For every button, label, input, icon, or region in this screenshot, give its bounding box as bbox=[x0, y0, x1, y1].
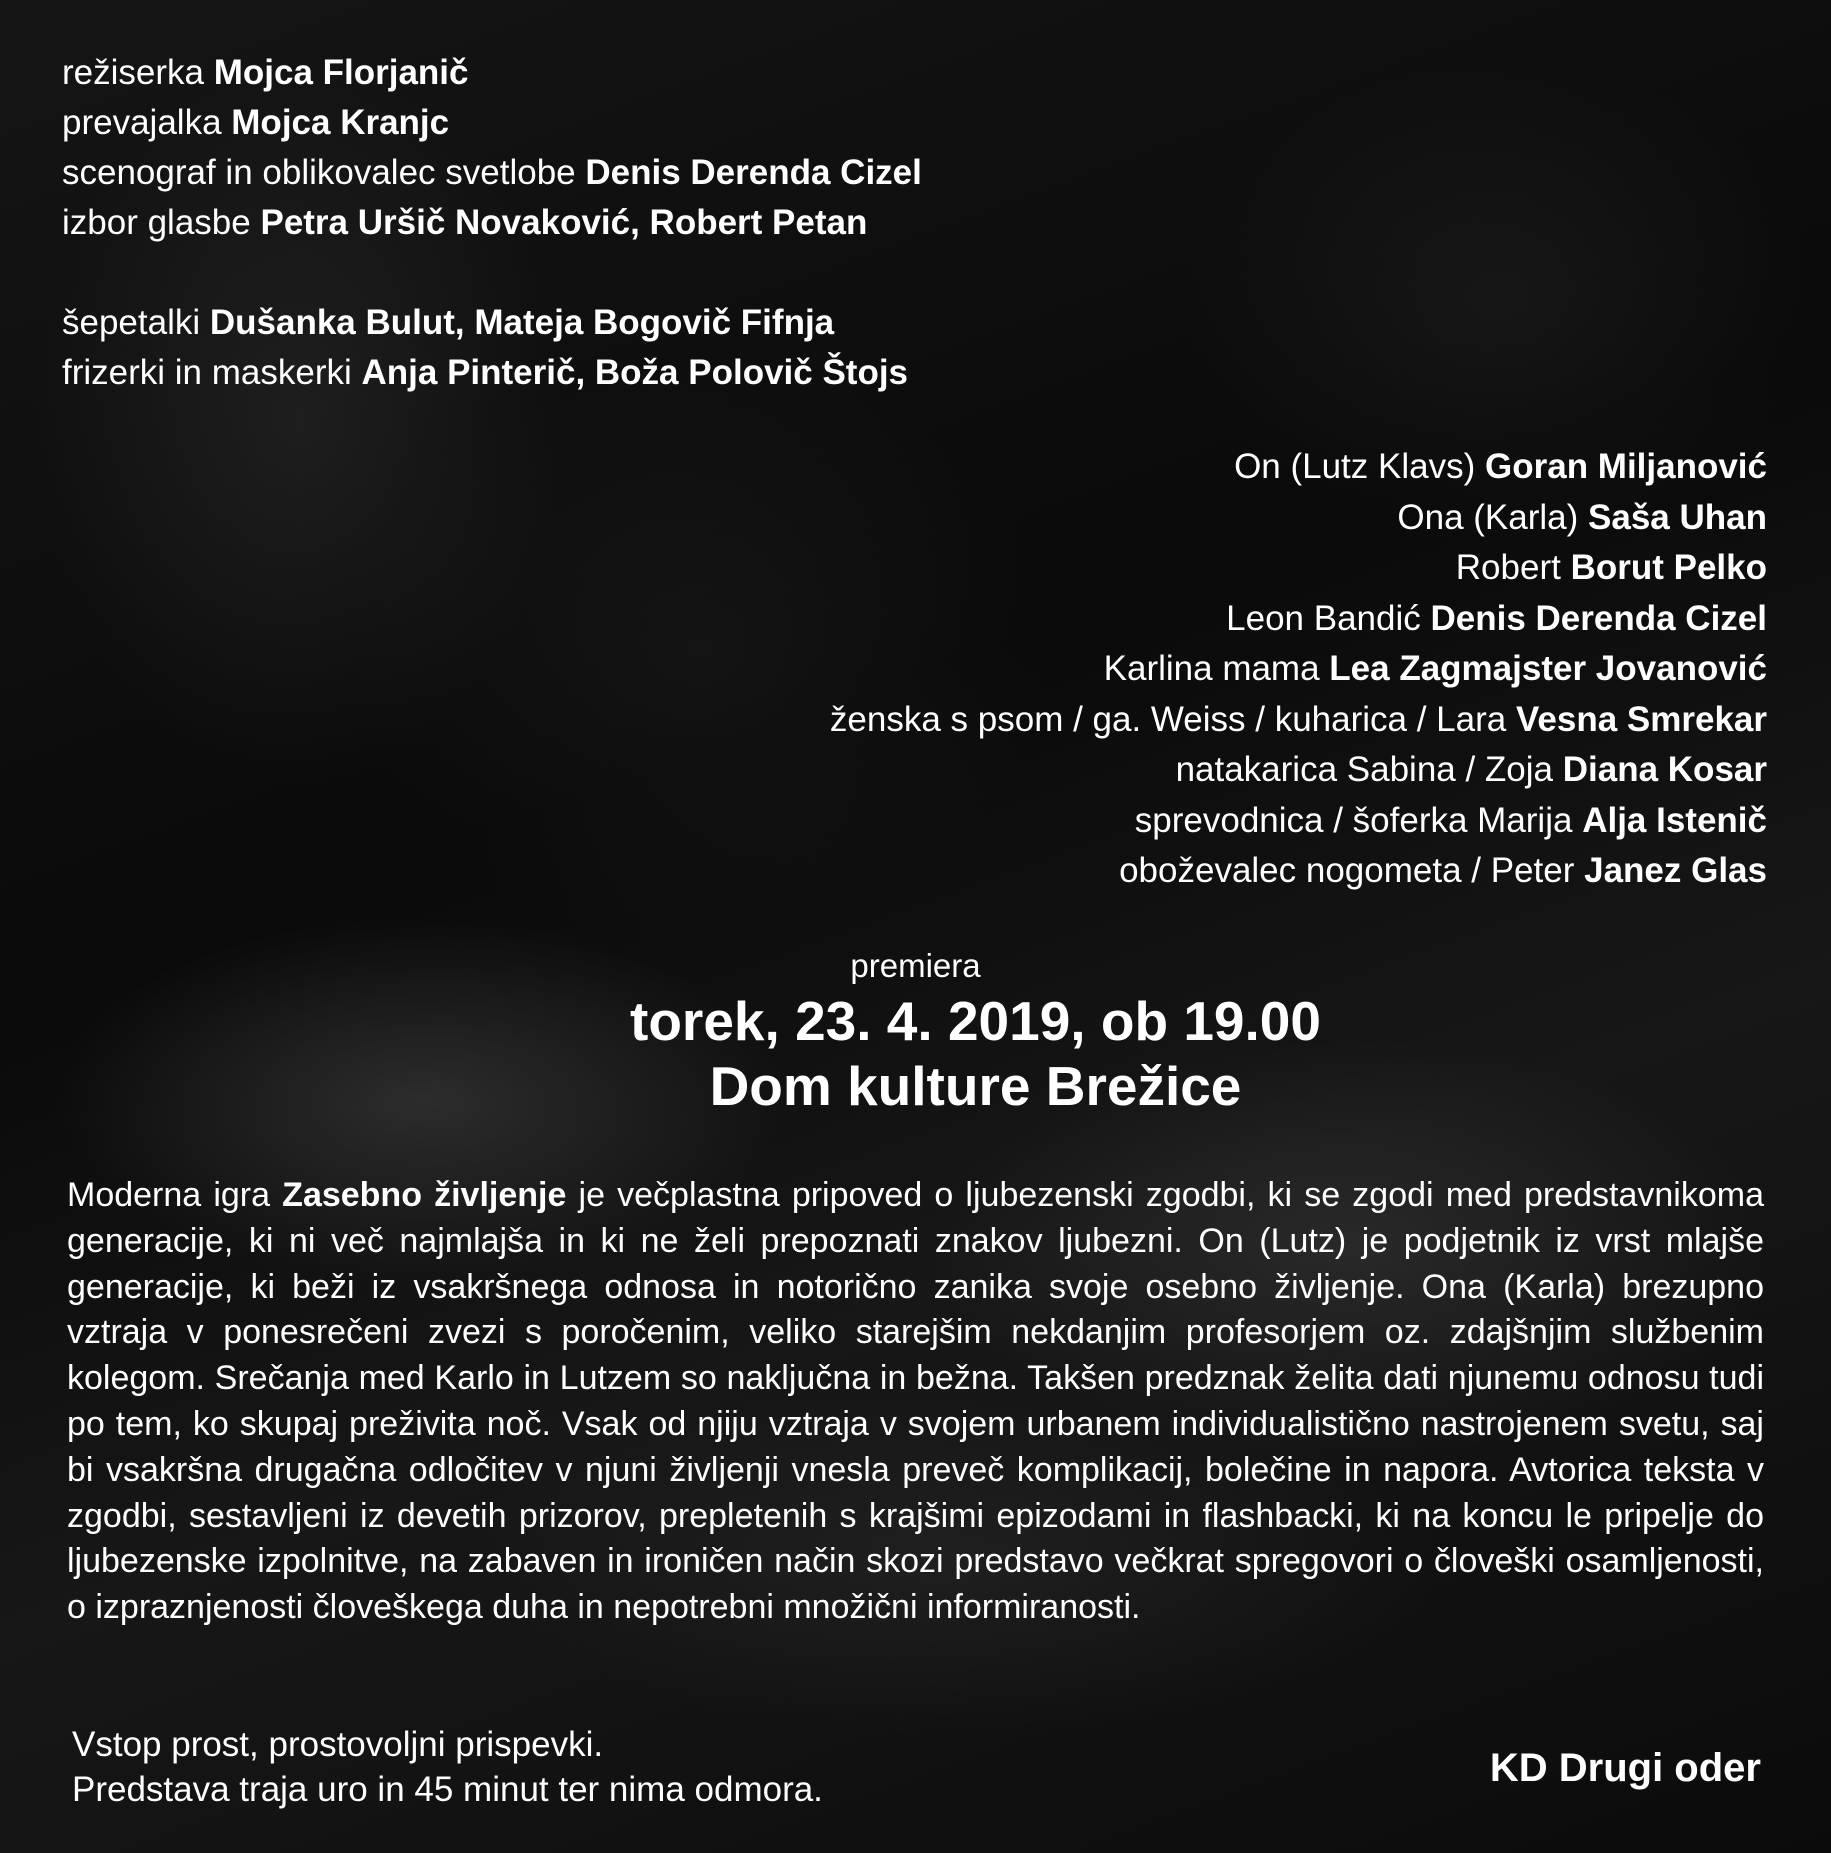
cast-line bbox=[830, 442, 1767, 493]
company-name: KD Drugi oder bbox=[1489, 1746, 1761, 1790]
credit-line bbox=[62, 48, 922, 98]
cast-actor: Saša Uhan bbox=[1588, 497, 1767, 537]
cast-line bbox=[830, 594, 1767, 645]
cast-line bbox=[830, 644, 1767, 695]
admission-info bbox=[72, 1722, 823, 1812]
cast-actor: Diana Kosar bbox=[1562, 750, 1767, 789]
cast-actor: Borut Pelko bbox=[1570, 548, 1767, 587]
credit-line bbox=[62, 148, 922, 198]
credit-name: Denis Derenda Cizel bbox=[585, 153, 922, 192]
cast-line bbox=[830, 543, 1767, 594]
cast-list bbox=[830, 442, 1767, 897]
cast-role: ženska s psom / ga. Weiss / kuharica / Lara bbox=[829, 699, 1507, 739]
cast-actor: Lea Zagmajster Jovanović bbox=[1329, 649, 1767, 688]
credit-role: prevajalka bbox=[62, 103, 222, 142]
cast-line bbox=[830, 796, 1767, 847]
cast-line bbox=[830, 493, 1767, 544]
cast-line bbox=[830, 695, 1767, 746]
credit-role: scenograf in oblikovalec svetlobe bbox=[62, 153, 576, 192]
cast-role: sprevodnica / šoferka Marija bbox=[1134, 800, 1573, 840]
cast-role: oboževalec nogometa / Peter bbox=[1119, 851, 1575, 890]
description-intro: Moderna igra bbox=[67, 1176, 283, 1214]
play-title: Zasebno življenje bbox=[282, 1176, 567, 1214]
credit-name: Petra Uršič Novaković, Robert Petan bbox=[260, 203, 868, 242]
cast-line bbox=[830, 846, 1767, 897]
cast-line bbox=[830, 745, 1767, 796]
credit-name: Anja Pinterič, Boža Polovič Štojs bbox=[361, 353, 909, 392]
premiere-label: premiera bbox=[850, 947, 981, 984]
credit-line bbox=[62, 98, 922, 148]
credit-role: izbor glasbe bbox=[62, 203, 251, 242]
spacer bbox=[62, 248, 922, 298]
duration-line: Predstava traja uro in 45 minut ter nima odmora. bbox=[72, 1770, 823, 1809]
cast-actor: Janez Glas bbox=[1584, 851, 1767, 890]
credit-name: Dušanka Bulut, Mateja Bogovič Fifnja bbox=[209, 303, 835, 342]
premiere-venue: Dom kulture Brežice bbox=[709, 1055, 1242, 1117]
credit-line bbox=[62, 298, 922, 348]
description-body: je večplastna pripoved o ljubezenski zgodbi, ki se zgodi med predstavnikoma generacije, ki ni več najmlajša in ki ne želi prepoznati znakov ljubezni. On (Lutz) je podjetnik iz vrst mlajše generacije, ki beži iz vsakršnega odnosa in notorično zanika svoje osebno življenje. Ona (Karla) brezupno vztraja v ponesrečeni zvezi s poročenim, veliko starejšim nekdanjim profesorjem oz. zdajšnjim službenim kolegom. Srečanja med Karlo in Lutzem so naključna in bežna. Takšen predznak želita dati njunemu odnosu tudi po tem, ko skupaj preživita noč. Vsak od njiju vztraja v svojem urbanem individualistično nastrojenem svetu, saj bi vsakršna drugačna odločitev v njuni življenji vnesla preveč komplikacij, bolečine in napora. Avtorica teksta v zgodbi, sestavljeni iz devetih prizorov, prepletenih s krajšimi epizodami in flashbacki, ki na koncu le pripelje do ljubezenske izpolnitve, na zabaven in ironičen način skozi predstavo večkrat spregovori o človeški osamljenosti, o izpraznjenosti človeškega duha in nepotrebni množični informiranosti. bbox=[67, 1176, 1765, 1627]
credit-role: šepetalki bbox=[62, 303, 201, 342]
cast-role: Leon Bandić bbox=[1226, 598, 1421, 638]
cast-actor: Denis Derenda Cizel bbox=[1430, 598, 1767, 638]
premiere-date: torek, 23. 4. 2019, ob 19.00 bbox=[630, 990, 1321, 1052]
credit-line bbox=[62, 348, 922, 398]
cast-actor: Alja Istenič bbox=[1582, 800, 1767, 840]
cast-role: Karlina mama bbox=[1103, 649, 1320, 688]
credit-line bbox=[62, 198, 922, 248]
cast-role: On (Lutz Klavs) bbox=[1234, 447, 1476, 486]
admission-line: Vstop prost, prostovoljni prispevki. bbox=[72, 1725, 604, 1764]
credit-role: režiserka bbox=[62, 53, 204, 92]
cast-actor: Goran Miljanović bbox=[1485, 447, 1767, 486]
credit-name: Mojca Kranjc bbox=[231, 103, 450, 142]
credit-name: Mojca Florjanič bbox=[213, 53, 469, 92]
crew-credits bbox=[62, 48, 922, 398]
cast-actor: Vesna Smrekar bbox=[1515, 699, 1767, 739]
cast-role: natakarica Sabina / Zoja bbox=[1175, 750, 1554, 789]
cast-role: Robert bbox=[1455, 548, 1561, 587]
credit-role: frizerki in maskerki bbox=[62, 353, 352, 392]
play-description bbox=[67, 1173, 1764, 1631]
cast-role: Ona (Karla) bbox=[1397, 497, 1579, 537]
